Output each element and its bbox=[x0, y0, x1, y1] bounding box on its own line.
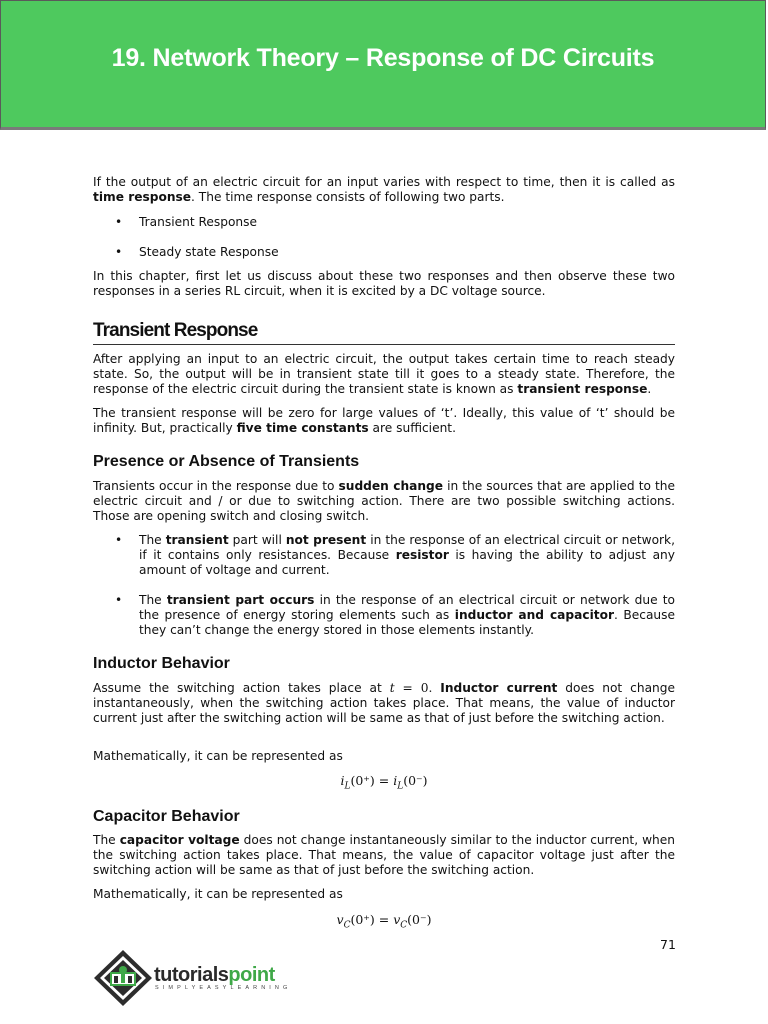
subsection-heading: Presence or Absence of Transients bbox=[93, 453, 360, 470]
section-transient-response bbox=[93, 320, 675, 345]
logo-tagline: SIMPLYEASYLEARNING bbox=[155, 985, 292, 991]
chapter-banner bbox=[0, 0, 766, 130]
subsection-presence bbox=[93, 453, 675, 471]
section-heading: Transient Response bbox=[93, 320, 675, 345]
subsection-inductor bbox=[93, 655, 675, 673]
capacitor-math-intro: Mathematically, it can be represented as bbox=[93, 887, 343, 901]
intro-bullet-list bbox=[93, 215, 675, 230]
transient-paragraph-2: The transient response will be zero for large values of ‘t’. Ideally, this value of ‘t’ should be infinity. But, practically five time constants are sufficient. bbox=[93, 406, 675, 435]
list-item: • Steady state Response bbox=[115, 245, 279, 259]
list-item: • The transient part will not present in the response of an electrical circuit or network, if it contains only resistances. Because resistor is having the ability to adjust any amount of voltage and current. bbox=[115, 533, 675, 577]
list-item: • Transient Response bbox=[115, 215, 257, 229]
subsection-capacitor bbox=[93, 808, 675, 826]
logo-wordmark: tutorialspoint bbox=[154, 964, 275, 986]
logo-emblem-icon bbox=[92, 948, 154, 1008]
capacitor-paragraph: The capacitor voltage does not change instantaneously similar to the inductor current, when the switching action takes place. That means, the value of capacitor voltage just after the switching action will be same as that of just before the switching action. bbox=[93, 833, 675, 877]
inductor-math-intro: Mathematically, it can be represented as bbox=[93, 749, 343, 763]
list-item: • The transient part occurs in the response of an electrical circuit or network due to the presence of energy storing elements such as inductor and capacitor. Because they can’t change the energy stored in those elements instantly. bbox=[115, 593, 675, 637]
intro-paragraph-2: In this chapter, first let us discuss about these two responses and then observe these two responses in a series RL circuit, when it is excited by a DC voltage source. bbox=[93, 269, 675, 298]
presence-bullet-1 bbox=[93, 533, 675, 578]
inductor-paragraph: Assume the switching action takes place at t = 0. Inductor current does not change instantaneously, when the switching action takes place. That means, the value of inductor current just after the switching action will be same as that of just before the switching action. bbox=[93, 681, 675, 725]
page-number: 71 bbox=[660, 937, 676, 952]
presence-bullet-2 bbox=[93, 593, 675, 638]
intro-paragraph: If the output of an electric circuit for an input varies with respect to time, then it is called as time response. The time response consists of following two parts. bbox=[93, 175, 675, 204]
transient-paragraph-1: After applying an input to an electric circuit, the output takes certain time to reach steady state. So, the output will be in transient state till it goes to a steady state. Therefore, the response of the electric circuit during the transient state is known as transient response. bbox=[93, 352, 675, 396]
inductor-equation: $i_L(0^+) = i_L(0^-)$ bbox=[340, 773, 428, 792]
subsection-heading: Inductor Behavior bbox=[93, 655, 230, 672]
intro-bullet-list-2 bbox=[93, 245, 675, 260]
subsection-heading: Capacitor Behavior bbox=[93, 808, 240, 825]
chapter-title: 19. Network Theory – Response of DC Circuits bbox=[111, 44, 655, 72]
tutorialspoint-logo bbox=[92, 948, 302, 1008]
presence-paragraph: Transients occur in the response due to sudden change in the sources that are applied to the electric circuit and / or due to switching action. There are two possible switching actions. Those are opening switch and closing switch. bbox=[93, 479, 675, 523]
capacitor-equation: $v_C(0^+) = v_C(0^-)$ bbox=[336, 912, 432, 931]
